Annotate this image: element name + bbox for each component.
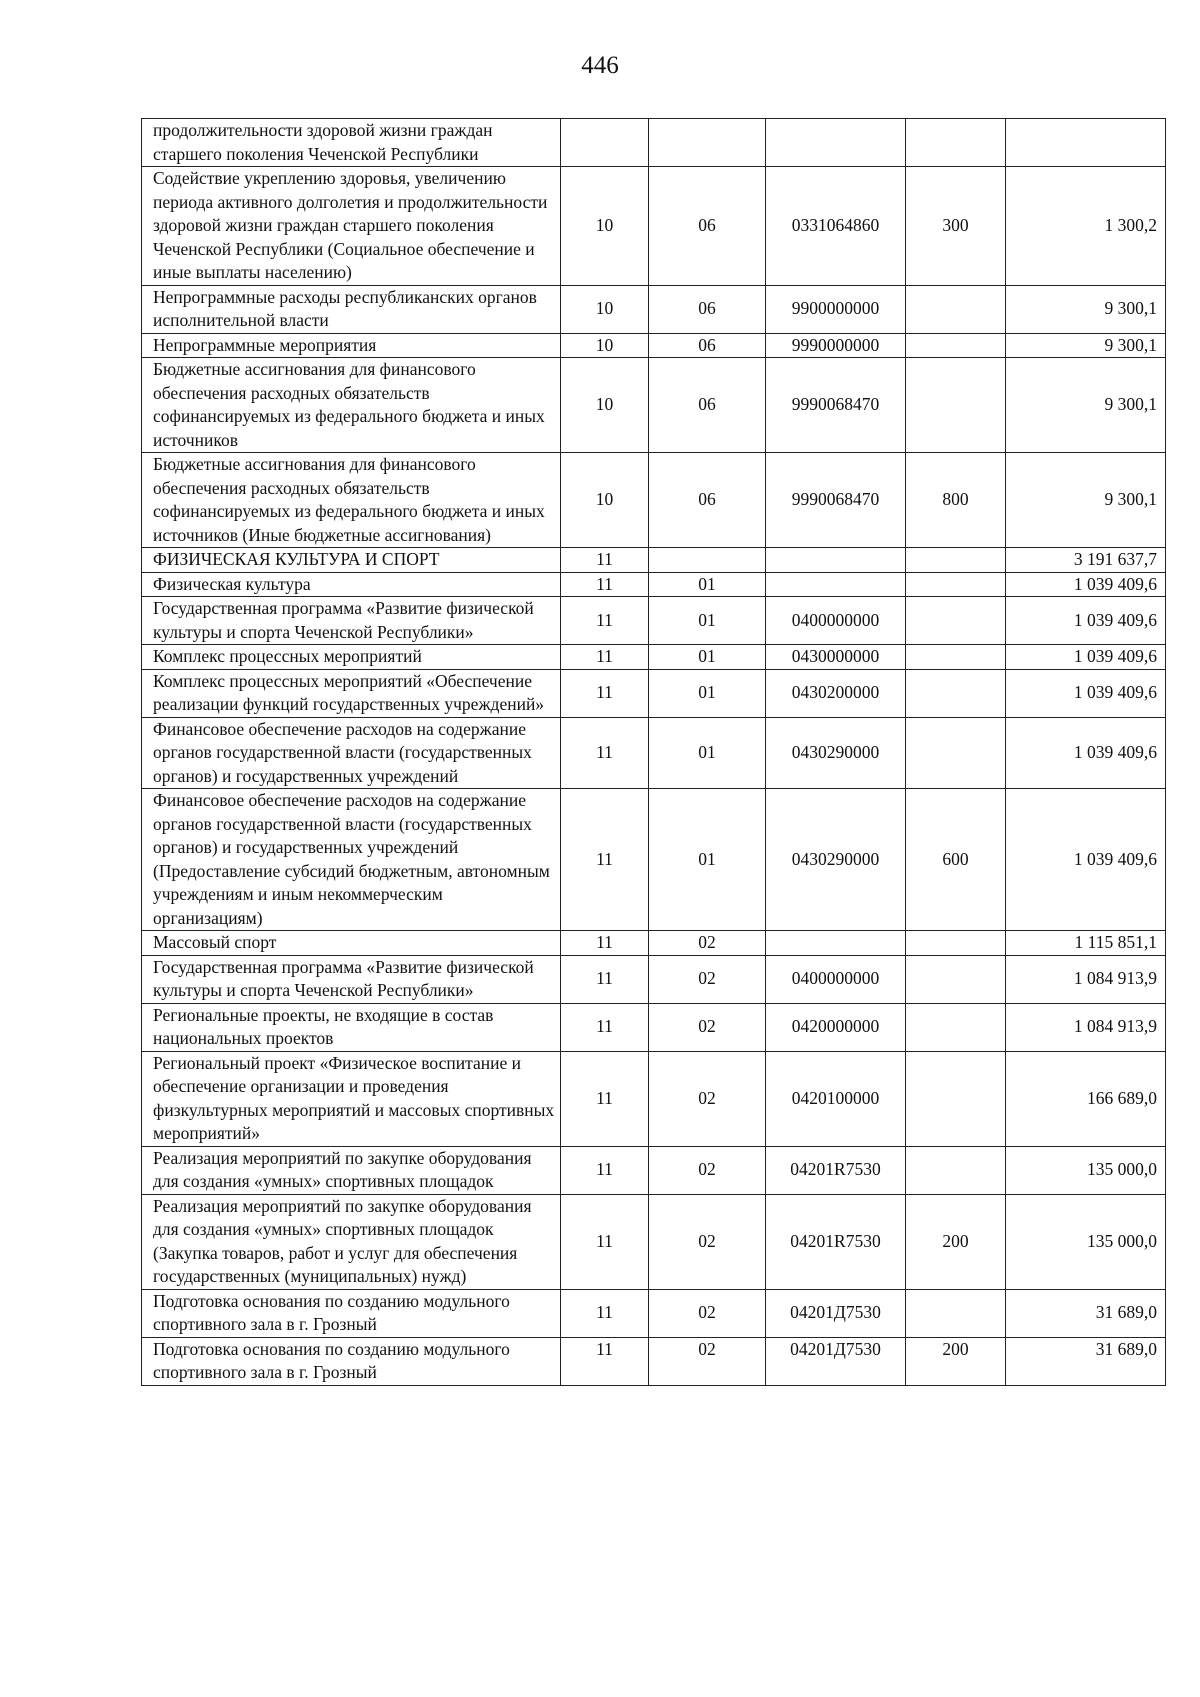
row-expense-type-cell: [906, 1146, 1006, 1194]
row-subsection-cell: 01: [649, 789, 766, 931]
row-section-cell: 11: [561, 597, 649, 645]
row-section-cell: 11: [561, 1003, 649, 1051]
row-subsection-cell: 02: [649, 1337, 766, 1385]
row-target-article-cell: 9990068470: [766, 453, 906, 548]
row-section-cell: 11: [561, 931, 649, 956]
row-expense-type-cell: [906, 358, 1006, 453]
row-target-article-cell: 0430290000: [766, 717, 906, 789]
table-row: [142, 931, 1166, 956]
row-section-cell: 11: [561, 789, 649, 931]
row-subsection-cell: 06: [649, 358, 766, 453]
row-expense-type-cell: [906, 669, 1006, 717]
row-target-article-cell: 0331064860: [766, 167, 906, 286]
row-amount-cell: 1 039 409,6: [1006, 717, 1166, 789]
row-target-article-cell: 04201Д7530: [766, 1337, 906, 1385]
row-expense-type-cell: 200: [906, 1194, 1006, 1289]
row-target-article-cell: 0400000000: [766, 955, 906, 1003]
row-target-article-cell: 9990068470: [766, 358, 906, 453]
row-section-cell: 11: [561, 1337, 649, 1385]
row-expense-type-cell: [906, 1051, 1006, 1146]
row-amount-cell: 31 689,0: [1006, 1337, 1166, 1385]
row-section-cell: 11: [561, 645, 649, 670]
table-row: [142, 1337, 1166, 1385]
row-section-cell: 10: [561, 167, 649, 286]
row-amount-cell: 1 115 851,1: [1006, 931, 1166, 956]
row-section-cell: 11: [561, 1051, 649, 1146]
row-name-cell: Комплекс процессных мероприятий «Обеспечение реализации функций государственных учреждений»: [142, 669, 561, 717]
table-row: [142, 645, 1166, 670]
row-target-article-cell: [766, 119, 906, 167]
row-section-cell: [561, 119, 649, 167]
row-target-article-cell: 04201R7530: [766, 1146, 906, 1194]
row-name-cell: Подготовка основания по созданию модульного спортивного зала в г. Грозный: [142, 1337, 561, 1385]
row-expense-type-cell: [906, 597, 1006, 645]
row-subsection-cell: 01: [649, 572, 766, 597]
row-target-article-cell: 0400000000: [766, 597, 906, 645]
row-expense-type-cell: [906, 931, 1006, 956]
row-subsection-cell: 02: [649, 1289, 766, 1337]
row-amount-cell: 1 039 409,6: [1006, 789, 1166, 931]
row-amount-cell: 1 084 913,9: [1006, 955, 1166, 1003]
row-name-cell: Финансовое обеспечение расходов на содержание органов государственной власти (государственных органов) и государственных учреждений (Предоставление субсидий бюджетным, автономным учреждениям и иным некоммерческим организациям): [142, 789, 561, 931]
row-target-article-cell: 9900000000: [766, 285, 906, 333]
row-name-cell: Государственная программа «Развитие физической культуры и спорта Чеченской Республики»: [142, 955, 561, 1003]
row-section-cell: 11: [561, 669, 649, 717]
row-name-cell: Реализация мероприятий по закупке оборудования для создания «умных» спортивных площадок (Закупка товаров, работ и услуг для обеспечения государственных (муниципальных) нужд): [142, 1194, 561, 1289]
row-name-cell: Подготовка основания по созданию модульного спортивного зала в г. Грозный: [142, 1289, 561, 1337]
row-expense-type-cell: [906, 1289, 1006, 1337]
row-target-article-cell: 0420000000: [766, 1003, 906, 1051]
row-name-cell: Бюджетные ассигнования для финансового обеспечения расходных обязательств софинансируемых из федерального бюджета и иных источников: [142, 358, 561, 453]
row-section-cell: 11: [561, 548, 649, 573]
row-name-cell: Бюджетные ассигнования для финансового обеспечения расходных обязательств софинансируемых из федерального бюджета и иных источников (Иные бюджетные ассигнования): [142, 453, 561, 548]
row-name-cell: Региональный проект «Физическое воспитание и обеспечение организации и проведения физкультурных мероприятий и массовых спортивных мероприятий»: [142, 1051, 561, 1146]
table-row: [142, 1146, 1166, 1194]
row-expense-type-cell: 300: [906, 167, 1006, 286]
row-name-cell: Массовый спорт: [142, 931, 561, 956]
row-name-cell: Комплекс процессных мероприятий: [142, 645, 561, 670]
row-amount-cell: 1 039 409,6: [1006, 669, 1166, 717]
row-expense-type-cell: [906, 955, 1006, 1003]
row-target-article-cell: 0430200000: [766, 669, 906, 717]
row-subsection-cell: 02: [649, 931, 766, 956]
row-subsection-cell: 01: [649, 669, 766, 717]
table-row: [142, 453, 1166, 548]
row-subsection-cell: 01: [649, 717, 766, 789]
row-target-article-cell: 04201Д7530: [766, 1289, 906, 1337]
row-subsection-cell: 02: [649, 1146, 766, 1194]
row-subsection-cell: 02: [649, 1003, 766, 1051]
row-amount-cell: 9 300,1: [1006, 333, 1166, 358]
row-amount-cell: 1 039 409,6: [1006, 572, 1166, 597]
row-section-cell: 10: [561, 285, 649, 333]
row-subsection-cell: 06: [649, 285, 766, 333]
row-target-article-cell: 0420100000: [766, 1051, 906, 1146]
row-expense-type-cell: [906, 1003, 1006, 1051]
table-row: [142, 1003, 1166, 1051]
row-amount-cell: 1 300,2: [1006, 167, 1166, 286]
row-amount-cell: 1 039 409,6: [1006, 645, 1166, 670]
row-expense-type-cell: 200: [906, 1337, 1006, 1385]
row-expense-type-cell: [906, 572, 1006, 597]
row-subsection-cell: 02: [649, 955, 766, 1003]
row-name-cell: Физическая культура: [142, 572, 561, 597]
table-row: [142, 1051, 1166, 1146]
row-expense-type-cell: [906, 645, 1006, 670]
row-target-article-cell: 0430290000: [766, 789, 906, 931]
table-row: [142, 1194, 1166, 1289]
table-row: [142, 597, 1166, 645]
row-section-cell: 11: [561, 717, 649, 789]
table-row: [142, 572, 1166, 597]
budget-table: [141, 118, 1166, 1386]
row-subsection-cell: [649, 548, 766, 573]
row-target-article-cell: [766, 548, 906, 573]
table-row: [142, 955, 1166, 1003]
table-row: [142, 119, 1166, 167]
row-expense-type-cell: [906, 717, 1006, 789]
row-expense-type-cell: 600: [906, 789, 1006, 931]
table-row: [142, 285, 1166, 333]
table-row: [142, 669, 1166, 717]
row-subsection-cell: 01: [649, 597, 766, 645]
table-row: [142, 717, 1166, 789]
budget-table-body: [142, 119, 1166, 1386]
row-name-cell: Содействие укреплению здоровья, увеличению периода активного долголетия и продолжительности здоровой жизни граждан старшего поколения Чеченской Республики (Социальное обеспечение и иные выплаты населению): [142, 167, 561, 286]
row-section-cell: 10: [561, 358, 649, 453]
row-name-cell: Государственная программа «Развитие физической культуры и спорта Чеченской Республики»: [142, 597, 561, 645]
row-expense-type-cell: [906, 285, 1006, 333]
row-subsection-cell: 06: [649, 333, 766, 358]
page-number: 446: [581, 52, 619, 79]
row-name-cell: Непрограммные мероприятия: [142, 333, 561, 358]
row-subsection-cell: 02: [649, 1194, 766, 1289]
row-amount-cell: 9 300,1: [1006, 285, 1166, 333]
table-row: [142, 1289, 1166, 1337]
table-row: [142, 358, 1166, 453]
row-name-cell: Непрограммные расходы республиканских органов исполнительной власти: [142, 285, 561, 333]
row-expense-type-cell: [906, 548, 1006, 573]
row-amount-cell: 9 300,1: [1006, 358, 1166, 453]
row-subsection-cell: 02: [649, 1051, 766, 1146]
row-name-cell: Региональные проекты, не входящие в состав национальных проектов: [142, 1003, 561, 1051]
row-section-cell: 11: [561, 955, 649, 1003]
row-name-cell: Реализация мероприятий по закупке оборудования для создания «умных» спортивных площадок: [142, 1146, 561, 1194]
row-amount-cell: 31 689,0: [1006, 1289, 1166, 1337]
row-subsection-cell: 01: [649, 645, 766, 670]
row-amount-cell: [1006, 119, 1166, 167]
table-row: [142, 333, 1166, 358]
row-target-article-cell: 04201R7530: [766, 1194, 906, 1289]
row-subsection-cell: 06: [649, 167, 766, 286]
row-target-article-cell: 9990000000: [766, 333, 906, 358]
row-section-cell: 11: [561, 1194, 649, 1289]
table-row: [142, 548, 1166, 573]
row-name-cell: Финансовое обеспечение расходов на содержание органов государственной власти (государственных органов) и государственных учреждений: [142, 717, 561, 789]
row-expense-type-cell: [906, 333, 1006, 358]
row-amount-cell: 3 191 637,7: [1006, 548, 1166, 573]
table-row: [142, 789, 1166, 931]
row-expense-type-cell: 800: [906, 453, 1006, 548]
row-section-cell: 11: [561, 1289, 649, 1337]
row-name-cell: ФИЗИЧЕСКАЯ КУЛЬТУРА И СПОРТ: [142, 548, 561, 573]
row-subsection-cell: [649, 119, 766, 167]
row-section-cell: 10: [561, 453, 649, 548]
table-row: [142, 167, 1166, 286]
row-amount-cell: 9 300,1: [1006, 453, 1166, 548]
row-subsection-cell: 06: [649, 453, 766, 548]
row-expense-type-cell: [906, 119, 1006, 167]
row-amount-cell: 135 000,0: [1006, 1146, 1166, 1194]
row-section-cell: 11: [561, 1146, 649, 1194]
row-amount-cell: 135 000,0: [1006, 1194, 1166, 1289]
row-amount-cell: 1 084 913,9: [1006, 1003, 1166, 1051]
row-amount-cell: 1 039 409,6: [1006, 597, 1166, 645]
row-section-cell: 11: [561, 572, 649, 597]
row-section-cell: 10: [561, 333, 649, 358]
row-name-cell: продолжительности здоровой жизни граждан старшего поколения Чеченской Республики: [142, 119, 561, 167]
row-target-article-cell: 0430000000: [766, 645, 906, 670]
row-amount-cell: 166 689,0: [1006, 1051, 1166, 1146]
row-target-article-cell: [766, 931, 906, 956]
row-target-article-cell: [766, 572, 906, 597]
